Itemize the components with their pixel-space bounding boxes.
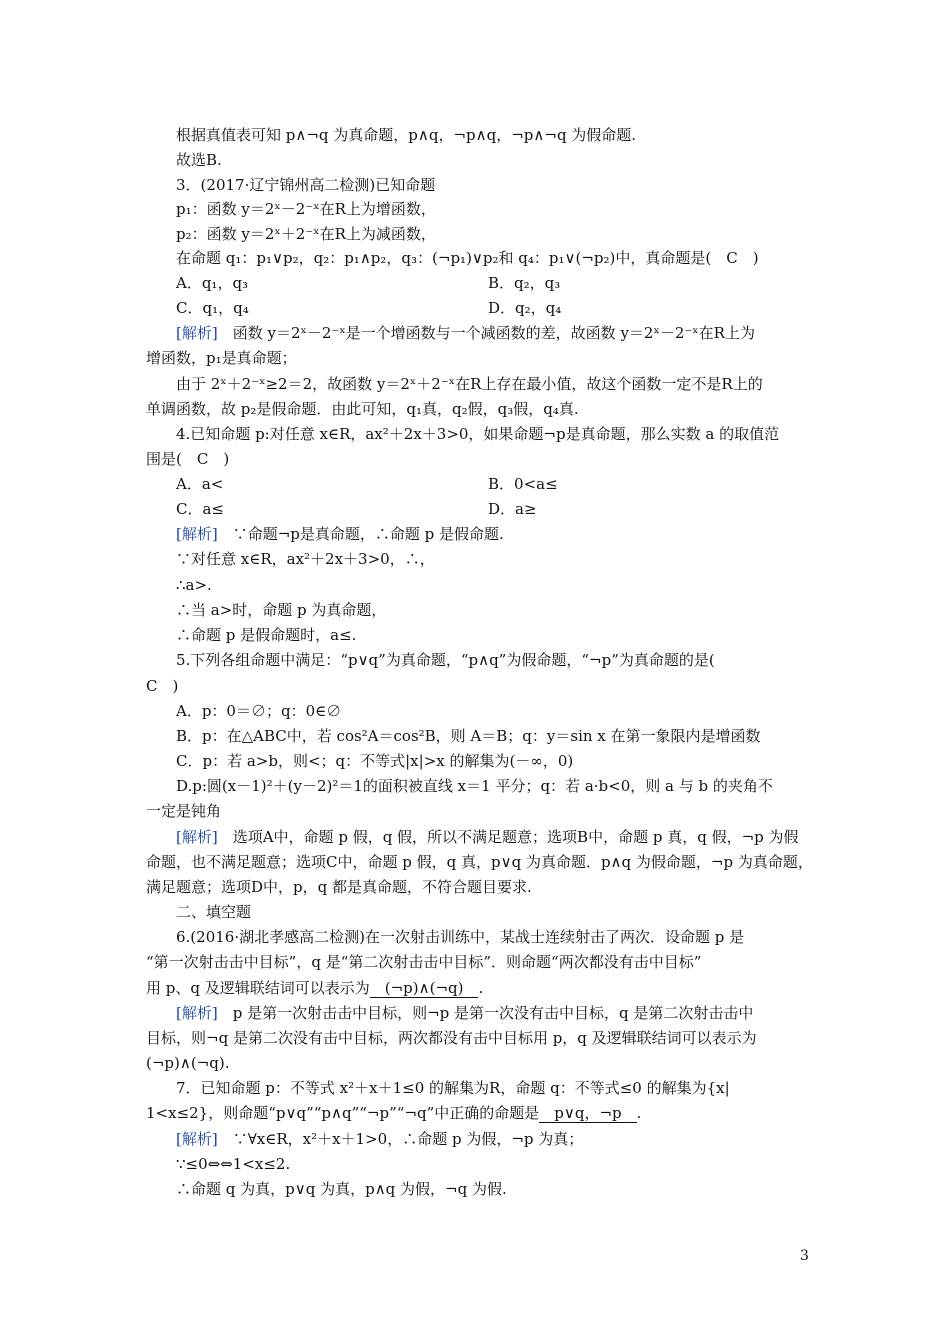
analysis-tag: [解析] (176, 525, 218, 543)
analysis-line: [解析] 选项A中，命题 p 假，q 假，所以不满足题意；选项B中，命题 p 真，q 假，¬p 为假 (176, 828, 799, 846)
answer-blank: p∨q，¬p (539, 1104, 637, 1122)
text-line: ∴命题 p 是假命题时，a≤. (176, 626, 357, 644)
text-line: C ) (146, 677, 179, 695)
option-b: B．p：在△ABC中，若 cos²A＝cos²B，则 A＝B；q：y＝sin x 在第一象限内是增函数 (176, 727, 761, 745)
analysis-line: [解析] 函数 y＝2ˣ－2⁻ˣ是一个增函数与一个减函数的差，故函数 y＝2ˣ－2⁻ˣ在R上为 (176, 324, 755, 342)
analysis-tag: [解析] (176, 828, 218, 846)
text-line: 满足题意；选项D中，p，q 都是真命题，不符合题目要求. (146, 878, 532, 896)
analysis-tag: [解析] (176, 1004, 218, 1022)
analysis-line: [解析] p 是第一次射击击中目标，则¬p 是第一次没有击中目标，q 是第二次射击击中 (176, 1004, 754, 1022)
option-a: A．a< (176, 475, 224, 493)
option-b: B．q₂，q₃ (488, 274, 561, 292)
text-line: p₁：函数 y＝2ˣ－2⁻ˣ在R上为增函数， (176, 200, 436, 218)
text-line: p₂：函数 y＝2ˣ＋2⁻ˣ在R上为减函数， (176, 225, 436, 243)
option-c: C．a≤ (176, 500, 224, 518)
text-line: 一定是钝角 (146, 802, 222, 820)
text-line: 在命题 q₁：p₁∨p₂，q₂：p₁∧p₂，q₃：(¬p₁)∨p₂和 q₄：p₁∨(¬p₂)中，真命题是( C ) (176, 249, 759, 267)
question-3-heading: 3．(2017·辽宁锦州高二检测)已知命题 (176, 176, 436, 194)
text-line: 故选B. (176, 151, 222, 169)
text-line: ∴a>. (176, 576, 212, 594)
text-line: 由于 2ˣ＋2⁻ˣ≥2＝2，故函数 y＝2ˣ＋2⁻ˣ在R上存在最小值，故这个函数一定不是R上的 (176, 375, 763, 393)
question-7-heading: 7．已知命题 p：不等式 x²＋x＋1≤0 的解集为R，命题 q：不等式≤0 的解集为{x| (176, 1079, 730, 1097)
option-d: D.p:圆(x－1)²＋(y－2)²＝1的面积被直线 x＝1 平分；q：若 a·b<0，则 a 与 b 的夹角不 (176, 777, 773, 795)
option-d: D．a≥ (488, 500, 537, 518)
analysis-line: [解析] ∵命题¬p是真命题，∴命题 p 是假命题. (176, 525, 504, 543)
option-b: B．0<a≤ (488, 475, 558, 493)
question-5-heading: 5.下列各组命题中满足：“p∨q”为真命题，“p∧q”为假命题，“¬p”为真命题的是( (176, 651, 715, 669)
question-6-heading: 6.(2016·湖北孝感高二检测)在一次射击训练中，某战士连续射击了两次．设命题 p 是 (176, 928, 745, 946)
option-c: C．p：若 a>b，则<；q：不等式|x|>x 的解集为(－∞，0) (176, 752, 574, 770)
text-line: 单调函数，故 p₂是假命题．由此可知，q₁真，q₂假，q₃假，q₄真. (146, 400, 579, 418)
answer-blank: (¬p)∧(¬q) (369, 979, 479, 997)
text-line: 目标，则¬q 是第二次没有击中目标，两次都没有击中目标用 p，q 及逻辑联结词可以表示为 (146, 1029, 757, 1047)
page-number: 3 (800, 1248, 809, 1264)
text-line: ∵对任意 x∈R，ax²＋2x＋3>0，∴， (176, 550, 435, 568)
text-line: 根据真值表可知 p∧¬q 为真命题，p∧q，¬p∧q，¬p∧¬q 为假命题. (176, 126, 637, 144)
option-a: A．q₁，q₃ (176, 274, 249, 292)
option-a: A．p：0＝∅；q：0∈∅ (176, 702, 342, 720)
text-line: 围是( C ) (146, 450, 230, 468)
text-line: ∵≤0⇔⇔1<x≤2. (176, 1155, 291, 1173)
text-line: “第一次射击击中目标”，q 是“第二次射击击中目标”．则命题“两次都没有击中目标” (146, 953, 702, 971)
text-line: 增函数，p₁是真命题； (146, 349, 297, 367)
option-c: C．q₁，q₄ (176, 299, 249, 317)
text-line: 1<x≤2}，则命题“p∨q”“p∧q”“¬p”“¬q”中正确的命题是 p∨q，¬p . (146, 1104, 642, 1122)
analysis-tag: [解析] (176, 324, 218, 342)
text-line: 命题，也不满足题意；选项C中，命题 p 假，q 真，p∨q 为真命题．p∧q 为假命题，¬p 为真命题， (146, 853, 813, 871)
analysis-tag: [解析] (176, 1130, 218, 1148)
text-line: (¬p)∧(¬q). (146, 1054, 230, 1072)
text-line: 用 p、q 及逻辑联结词可以表示为 (¬p)∧(¬q) . (146, 979, 484, 997)
option-d: D．q₂，q₄ (488, 299, 562, 317)
text-line: ∴当 a>时，命题 p 为真命题， (176, 601, 387, 619)
section-heading: 二、填空题 (176, 903, 252, 921)
text-line: ∴命题 q 为真，p∨q 为真，p∧q 为假，¬q 为假. (176, 1180, 507, 1198)
question-4-heading: 4.已知命题 p:对任意 x∈R，ax²＋2x＋3>0，如果命题¬p是真命题，那么实数 a 的取值范 (176, 425, 780, 443)
analysis-line: [解析] ∵∀x∈R，x²＋x＋1>0，∴命题 p 为假，¬p 为真； (176, 1130, 584, 1148)
